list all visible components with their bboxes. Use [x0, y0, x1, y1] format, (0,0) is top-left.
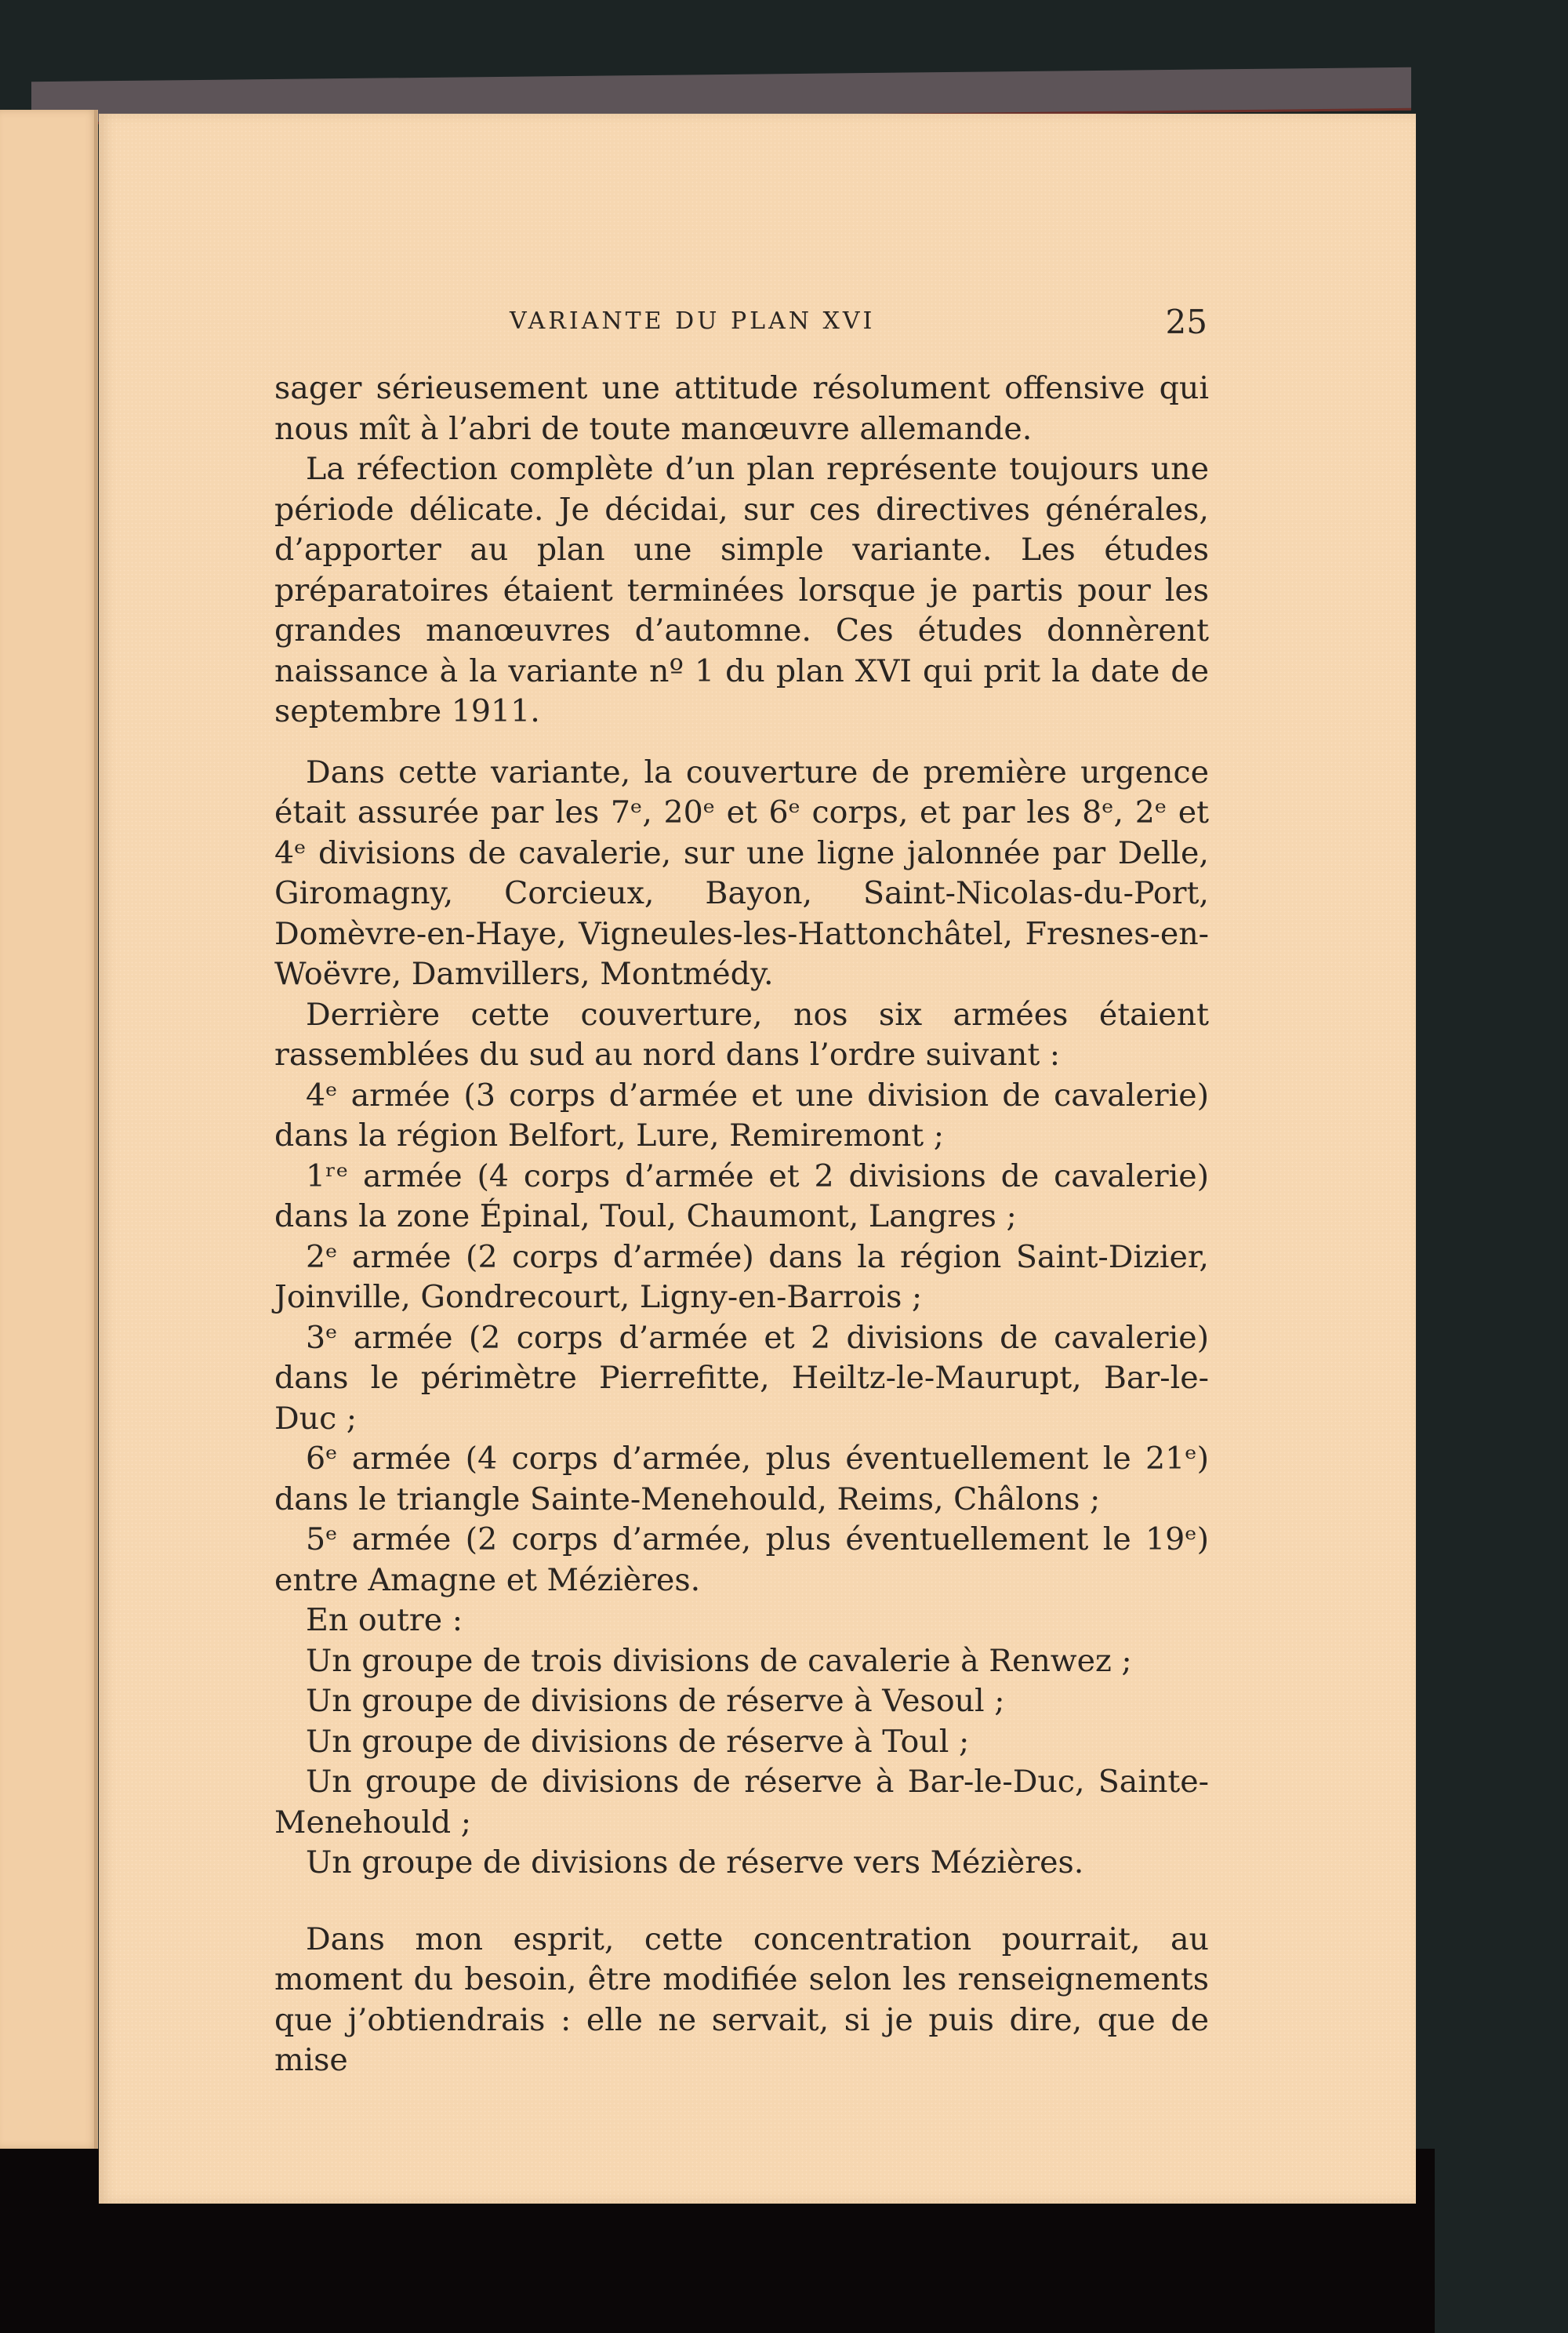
group-item: Un groupe de divisions de réserve à Toul ;	[306, 1723, 970, 1760]
coverage-paragraph: Dans cette variante, la couverture de première urgence était assurée par les 7ᵉ, 20ᵉ et 6ᵉ corps, et par les 8ᵉ, 2ᵉ et 4ᵉ divisions de cavalerie, sur une ligne jalonnée par Delle, Giromagny, Corcieux, Bayon, Saint-Nicolas-du-Port, Domèvre-en-Haye, Vigneules-les-Hattonchâtel, Fresnes-en-Woëvre, Damvillers, Montmédy.	[274, 754, 1209, 992]
paragraph: sager sérieusement une attitude résolument offensive qui nous mît à l’abri de toute manœuvre allemande.	[274, 370, 1209, 447]
running-head-title: VARIANTE DU PLAN XVI	[510, 307, 876, 335]
en-outre-label: En outre :	[306, 1602, 463, 1638]
army-item: 2ᵉ armée (2 corps d’armée) dans la région Saint-Dizier, Joinville, Gondrecourt, Ligny-en-Barrois ;	[274, 1238, 1209, 1315]
closing-paragraph: Dans mon esprit, cette concentration pourrait, au moment du besoin, être modifiée selon les renseignements que j’obtiendrais : elle ne servait, si je puis dire, que de mise	[274, 1921, 1209, 2078]
body-text	[274, 369, 1209, 2081]
paragraph: La réfection complète d’un plan représente toujours une période délicate. Je décidai, sur ces directives générales, d’apporter au plan une simple variante. Les études préparatoires étaient terminées lorsque je partis pour les grandes manœuvres d’automne. Ces études donnèrent naissance à la variante nº 1 du plan XVI qui prit la date de septembre 1911.	[274, 451, 1209, 729]
army-item: 1ʳᵉ armée (4 corps d’armée et 2 divisions de cavalerie) dans la zone Épinal, Toul, Chaumont, Langres ;	[274, 1157, 1209, 1234]
plan-details-block	[274, 753, 1209, 1884]
army-item: 5ᵉ armée (2 corps d’armée, plus éventuellement le 19ᵉ) entre Amagne et Mézières.	[274, 1521, 1209, 1598]
army-item: 6ᵉ armée (4 corps d’armée, plus éventuellement le 21ᵉ) dans le triangle Sainte-Menehould, Reims, Châlons ;	[274, 1441, 1209, 1517]
group-item: Un groupe de trois divisions de cavalerie à Renwez ;	[306, 1642, 1132, 1679]
running-head	[274, 303, 1207, 347]
group-item: Un groupe de divisions de réserve à Bar-le-Duc, Sainte-Menehould ;	[274, 1764, 1209, 1841]
page-number: 25	[1165, 303, 1207, 341]
group-item: Un groupe de divisions de réserve vers Mézières.	[306, 1844, 1084, 1881]
armies-intro: Derrière cette couverture, nos six armées étaient rassemblées du sud au nord dans l’ordre suivant :	[274, 996, 1209, 1073]
army-item: 4ᵉ armée (3 corps d’armée et une division de cavalerie) dans la région Belfort, Lure, Remiremont ;	[274, 1077, 1209, 1154]
left-page-edge	[0, 110, 98, 2149]
book-gutter	[94, 110, 97, 2149]
army-item: 3ᵉ armée (2 corps d’armée et 2 divisions de cavalerie) dans le périmètre Pierrefitte, Heiltz-le-Maurupt, Bar-le-Duc ;	[274, 1319, 1209, 1437]
group-item: Un groupe de divisions de réserve à Vesoul ;	[306, 1683, 1005, 1719]
